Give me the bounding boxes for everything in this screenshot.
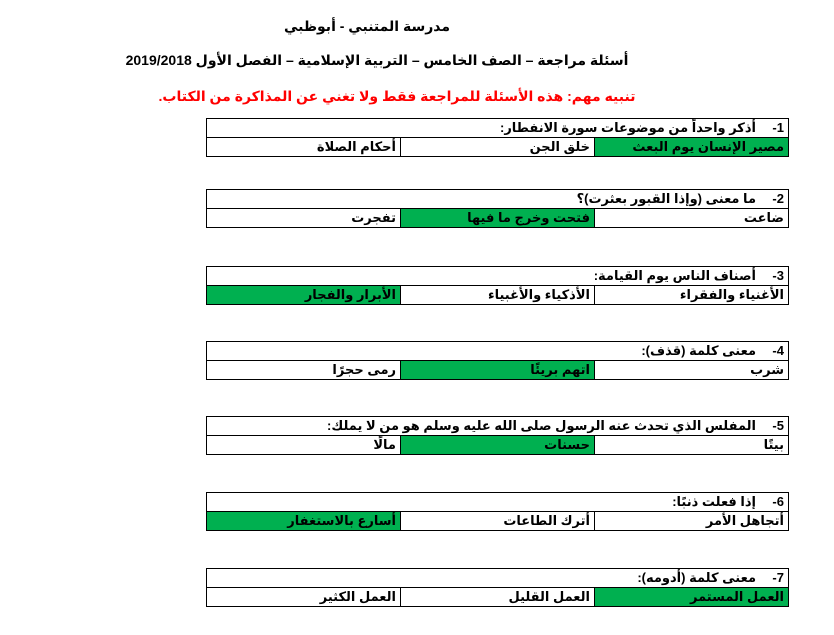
answer-option: الأغنياء والفقراء [595,286,789,305]
correct-option: أسارع بالاستغفار [207,512,401,531]
answer-option: أحكام الصلاة [207,138,401,157]
question-text: 2-ما معنى (وإذا القبور بعثرت)؟ [207,190,789,209]
answer-option: أترك الطاعات [401,512,595,531]
answer-option: العمل الكثير [207,588,401,607]
question-table [206,266,789,305]
correct-option: فتحت وخرج ما فيها [401,209,595,228]
warning-note: تنبيه مهم: هذه الأسئلة للمراجعة فقط ولا تغني عن المذاكرة من الكتاب. [158,88,636,104]
question-text: 4-معنى كلمة (قذف): [207,342,789,361]
answer-option: رمى حجرًا [207,361,401,380]
answer-option: العمل القليل [401,588,595,607]
question-table [206,118,789,157]
answer-option: أتجاهل الأمر [595,512,789,531]
document-title: أسئلة مراجعة – الصف الخامس – التربية الإسلامية – الفصل الأول 2019/2018 [125,52,629,68]
answer-option: ضاعت [595,209,789,228]
question-table [206,189,789,228]
question-text: 1-أذكر واحداً من موضوعات سورة الانفطار: [207,119,789,138]
answer-option: مالًا [207,436,401,455]
question-number: 5- [772,418,784,433]
question-table [206,416,789,455]
answer-option: شرب [595,361,789,380]
correct-option: الأبرار والفجار [207,286,401,305]
question-number: 4- [772,343,784,358]
question-text: 3-أصناف الناس يوم القيامة: [207,267,789,286]
question-table [206,492,789,531]
question-table [206,341,789,380]
question-number: 7- [772,570,784,585]
question-text: 7-معنى كلمة (أدومه): [207,569,789,588]
answer-option: بيتًا [595,436,789,455]
correct-option: اتهم بريئًا [401,361,595,380]
question-table [206,568,789,607]
answer-option: الأذكياء والأغبياء [401,286,595,305]
question-number: 1- [772,120,784,135]
question-text: 5-المفلس الذي تحدث عنه الرسول صلى الله عليه وسلم هو من لا يملك: [207,417,789,436]
answer-option: تفجرت [207,209,401,228]
correct-option: حسنات [401,436,595,455]
correct-option: العمل المستمر [595,588,789,607]
correct-option: مصير الإنسان يوم البعث [595,138,789,157]
question-number: 2- [772,191,784,206]
question-number: 6- [772,494,784,509]
question-number: 3- [772,268,784,283]
question-text: 6-إذا فعلت ذنبًا: [207,493,789,512]
school-name: مدرسة المتنبي - أبوظبي [283,18,451,34]
answer-option: خلق الجن [401,138,595,157]
